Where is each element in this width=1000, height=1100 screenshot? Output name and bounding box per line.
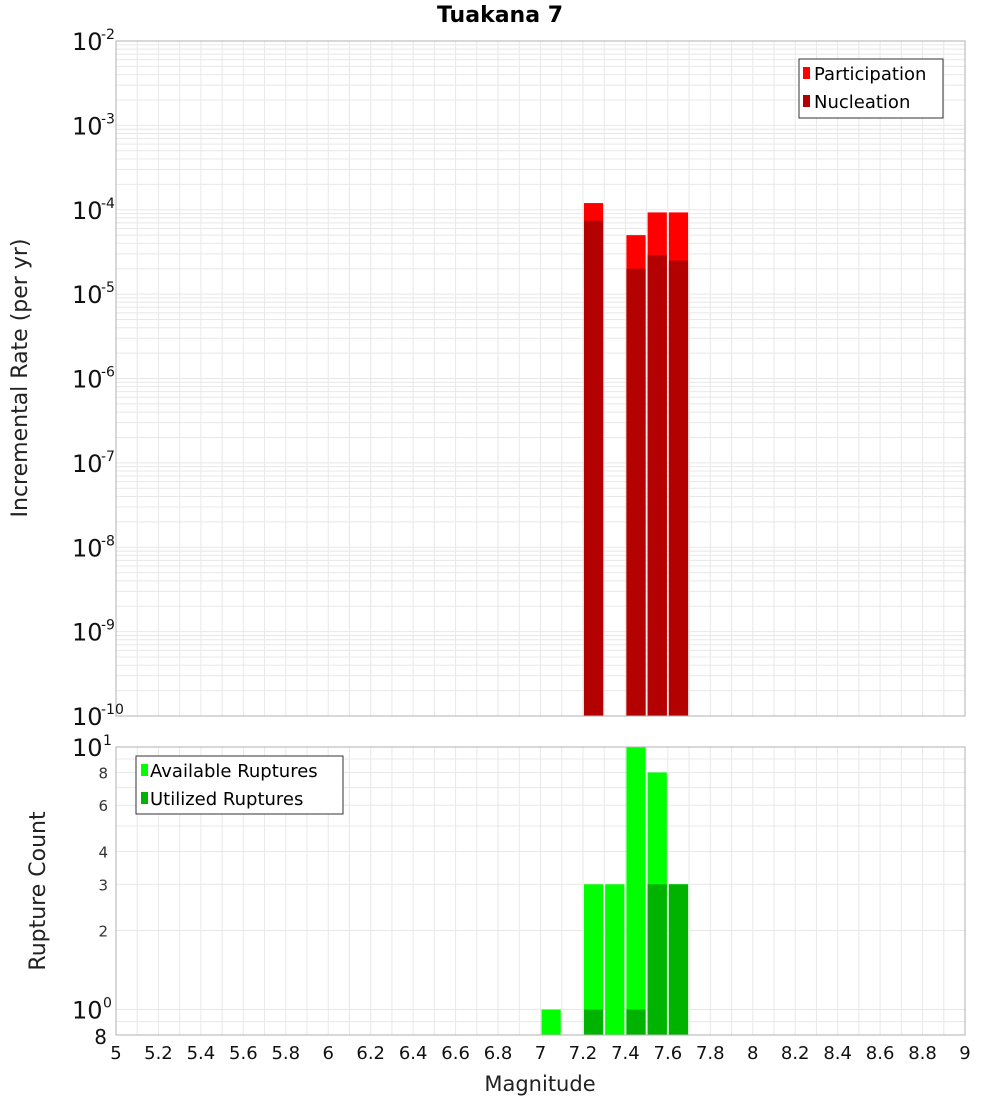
magnitude-tick-label: 5.8 (271, 1043, 301, 1064)
count-y-tick-label: 4 (98, 843, 108, 862)
rate-plot-y-axis-label: Incremental Rate (per yr) (8, 238, 33, 518)
participation-legend-label: Participation (814, 64, 927, 85)
magnitude-tick-label: 5.4 (186, 1043, 216, 1064)
available-ruptures-legend-swatch (141, 764, 148, 776)
magnitude-tick-label: 9 (959, 1043, 971, 1064)
rate-plot-legend (799, 59, 943, 118)
rate-y-tick-label: 10 (72, 281, 103, 310)
count-y-tick-exponent: 1 (103, 733, 112, 749)
magnitude-tick-label: 8.4 (823, 1043, 852, 1064)
count-plot-legend (136, 756, 343, 814)
magnitude-tick-label: 7.4 (611, 1043, 640, 1064)
magnitude-tick-label: 8.6 (865, 1043, 895, 1064)
nucleation-legend-label: Nucleation (814, 92, 911, 113)
magnitude-tick-label: 8.2 (780, 1043, 810, 1064)
rate-y-tick-exponent: -9 (101, 617, 115, 634)
available-ruptures-legend-label: Available Ruptures (150, 761, 318, 782)
count-y-tick-label: 8 (98, 764, 108, 783)
magnitude-tick-label: 7.8 (695, 1043, 725, 1064)
rate-plot-bars (584, 203, 688, 716)
rate-y-tick-label: 10 (72, 196, 103, 225)
magnitude-tick-label: 7.2 (568, 1043, 598, 1064)
rate-y-tick-label: 10 (72, 112, 103, 141)
rate-y-tick-label: 10 (72, 28, 103, 56)
chart-title: Tuakana 7 (436, 3, 564, 28)
nucleation-bar (584, 221, 603, 716)
magnitude-tick-label: 5.6 (229, 1043, 258, 1064)
count-y-tick-label: 3 (98, 876, 108, 895)
magnitude-x-ticks (110, 1043, 970, 1064)
nucleation-bar (648, 255, 667, 716)
utilized-ruptures-bar (626, 1010, 645, 1035)
participation-legend-swatch (803, 67, 810, 79)
rate-y-tick-exponent: -5 (101, 280, 115, 297)
magnitude-tick-label: 6.6 (441, 1043, 470, 1064)
rate-y-tick-label: 10 (72, 449, 103, 478)
utilized-ruptures-bar (584, 1010, 603, 1035)
utilized-ruptures-bar (669, 884, 688, 1035)
rate-y-tick-label: 10 (72, 365, 103, 394)
magnitude-tick-label: 8 (747, 1043, 759, 1064)
magnitude-tick-label: 6.8 (483, 1043, 513, 1064)
x-axis-label: Magnitude (484, 1072, 596, 1096)
rate-plot-grid (116, 41, 965, 716)
rate-y-tick-exponent: -6 (101, 364, 115, 381)
count-plot-bars (542, 747, 689, 1035)
available-ruptures-bar (542, 1010, 561, 1035)
count-plot-y-axis-label: Rupture Count (26, 811, 51, 971)
magnitude-tick-label: 8.8 (908, 1043, 937, 1064)
rate-y-tick-exponent: -8 (101, 533, 115, 550)
count-y-tick-label: 10 (72, 734, 103, 762)
count-y-tick-label: 2 (98, 922, 108, 941)
count-plot-y-ticks (72, 733, 112, 1049)
magnitude-tick-label: 5.2 (144, 1043, 173, 1064)
magnitude-tick-label: 5 (110, 1043, 122, 1064)
nucleation-bar (669, 261, 688, 716)
rate-y-tick-label: 10 (72, 534, 103, 563)
rate-y-tick-exponent: -7 (101, 448, 115, 465)
rate-y-tick-exponent: -10 (101, 702, 124, 718)
rate-y-tick-label: 10 (72, 618, 103, 647)
rate-y-tick-exponent: -2 (101, 27, 115, 43)
utilized-ruptures-bar (648, 884, 667, 1035)
available-ruptures-bar (605, 884, 624, 1035)
available-ruptures-bar (626, 747, 645, 1035)
nucleation-legend-swatch (803, 95, 810, 107)
utilized-ruptures-legend-label: Utilized Ruptures (150, 789, 304, 810)
rate-y-tick-exponent: -3 (101, 111, 115, 128)
nucleation-bar (626, 269, 645, 716)
utilized-ruptures-legend-swatch (141, 792, 148, 804)
rate-y-tick-label: 10 (72, 703, 103, 731)
magnitude-tick-label: 6 (322, 1043, 334, 1064)
count-y-tick-label: 8 (94, 1025, 107, 1049)
count-y-tick-label: 10 (72, 996, 103, 1025)
rate-y-tick-exponent: -4 (101, 195, 115, 212)
magnitude-tick-label: 6.2 (356, 1043, 386, 1064)
count-y-tick-label: 6 (98, 797, 108, 816)
magnitude-tick-label: 7.6 (653, 1043, 683, 1064)
magnitude-tick-label: 7 (534, 1043, 547, 1064)
magnitude-tick-label: 6.4 (398, 1043, 428, 1064)
count-y-tick-exponent: 0 (103, 995, 112, 1012)
